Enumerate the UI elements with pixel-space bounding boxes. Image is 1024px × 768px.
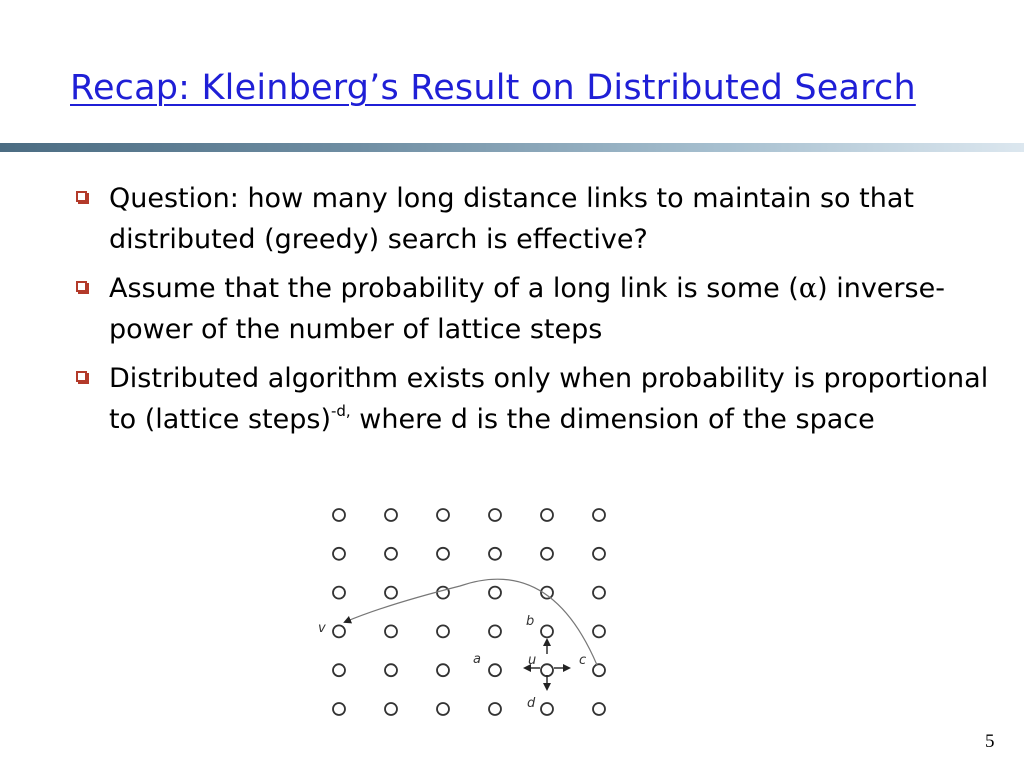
lattice-node [489, 509, 501, 521]
bullet-text-start: Distributed algorithm exists only when probability is proportional to (lattice steps) [109, 363, 989, 435]
label-a: a [473, 652, 481, 667]
lattice-node [541, 509, 553, 521]
bullet-distributed-algorithm [72, 358, 992, 440]
lattice-node [489, 625, 501, 637]
exponent-superscript: -d, [331, 402, 351, 420]
lattice-node [385, 587, 397, 599]
lattice-node [593, 664, 605, 676]
lattice-node [489, 587, 501, 599]
lattice-node [437, 548, 449, 560]
bullet-list [72, 178, 992, 448]
bullet-box-icon [76, 191, 87, 202]
page-number: 5 [985, 731, 995, 752]
lattice-node [385, 509, 397, 521]
label-c: c [579, 653, 587, 668]
lattice-node [437, 587, 449, 599]
lattice-node [333, 625, 345, 637]
lattice-diagram [300, 495, 630, 730]
label-d: d [527, 696, 536, 711]
lattice-node [541, 625, 553, 637]
lattice-node [437, 625, 449, 637]
bullet-text-start: Assume that the probability of a long link is some ( [109, 273, 799, 304]
slide-title[interactable]: Recap: Kleinberg’s Result on Distributed Search [70, 68, 916, 108]
lattice-node [333, 587, 345, 599]
label-u: u [528, 653, 537, 668]
lattice-node [333, 703, 345, 715]
bullet-box-icon [76, 371, 87, 382]
lattice-node [333, 509, 345, 521]
lattice-node [541, 703, 553, 715]
lattice-node [593, 509, 605, 521]
bullet-text-end: where d is the dimension of the space [350, 404, 875, 435]
lattice-node [489, 548, 501, 560]
lattice-node [489, 703, 501, 715]
lattice-node [333, 548, 345, 560]
lattice-node [385, 625, 397, 637]
bullet-probability-assumption [72, 268, 992, 350]
lattice-node [593, 625, 605, 637]
lattice-node [593, 587, 605, 599]
lattice-node [489, 664, 501, 676]
lattice-node [437, 509, 449, 521]
bullet-question [72, 178, 992, 260]
lattice-node [593, 703, 605, 715]
lattice-node [541, 548, 553, 560]
lattice-node [385, 703, 397, 715]
lattice-grid [333, 509, 605, 715]
lattice-node [541, 664, 553, 676]
lattice-node [333, 664, 345, 676]
long-range-link-arc [345, 579, 597, 665]
lattice-node [593, 548, 605, 560]
alpha-symbol: α [798, 273, 818, 304]
bullet-text-end: ) inverse-power of the number of lattice steps [109, 273, 945, 345]
bullet-text: Question: how many long distance links to maintain so that distributed (greedy) search is effective? [109, 183, 914, 255]
lattice-node [437, 703, 449, 715]
label-v: v [318, 621, 326, 636]
label-b: b [526, 614, 535, 629]
lattice-node [385, 664, 397, 676]
bullet-box-icon [76, 281, 87, 292]
lattice-node [437, 664, 449, 676]
lattice-node [385, 548, 397, 560]
title-divider [0, 143, 1024, 152]
